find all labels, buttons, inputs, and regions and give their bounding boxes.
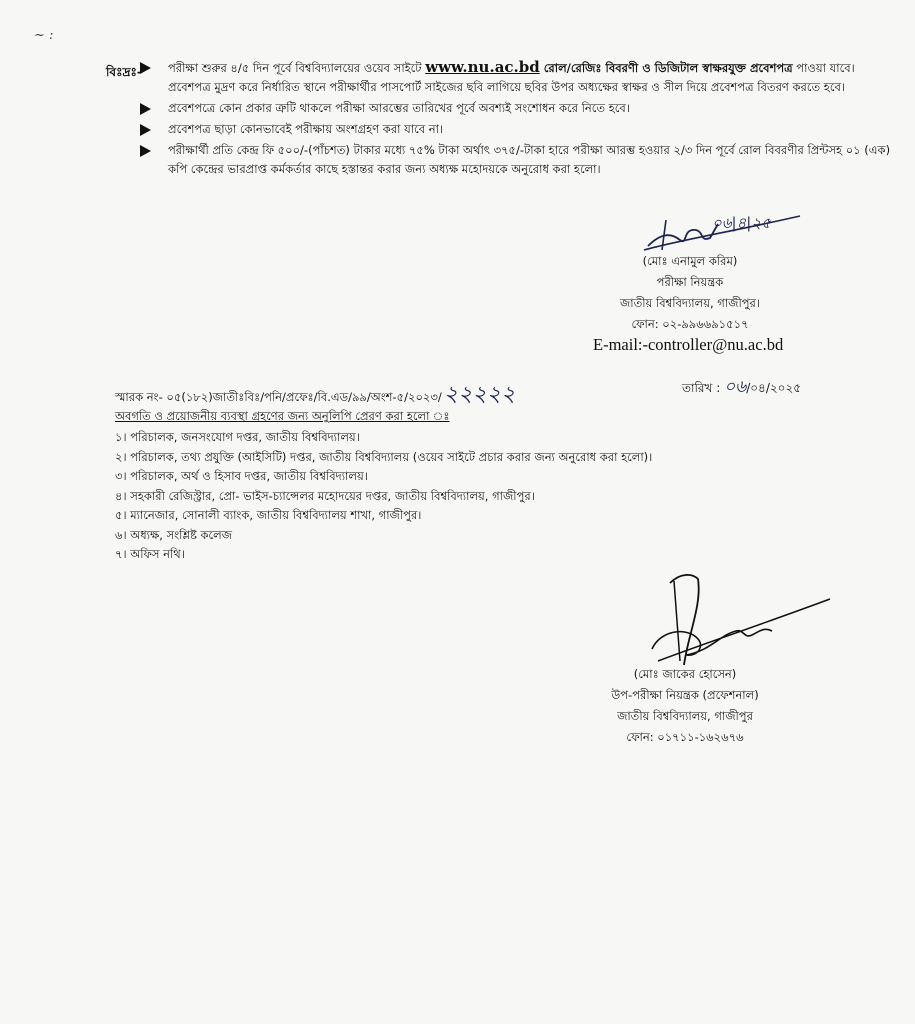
cc-item: ৩। পরিচালক, অর্থ ও হিসাব দপ্তর, জাতীয় বিশ্ববিদ্যালয়। (115, 469, 368, 483)
website-link[interactable]: www.nu.ac.bd (425, 58, 540, 76)
deputy-org: জাতীয় বিশ্ববিদ্যালয়, গাজীপুর (617, 709, 753, 723)
cc-item: ৪। সহকারী রেজিস্ট্রার, প্রো- ভাইস-চ্যান্সেলর মহোদয়ের দপ্তর, জাতীয় বিশ্ববিদ্যালয়, গাজীপুর। (115, 488, 535, 503)
deputy-signature (640, 565, 840, 675)
cc-item: ৬। অধ্যক্ষ, সংশ্লিষ্ট কলেজ (115, 527, 233, 542)
memo-ref-text: স্মারক নং- ০৫(১৮২)জাতীঃবিঃ/পনি/প্রফেঃ/বি.এড/৯৯/অংশ-৫/২০২৩/ (115, 390, 442, 404)
deputy-block (585, 664, 785, 748)
note-item: প্রবেশপত্র ছাড়া কোনভাবেই পরীক্ষায় অংশগ্রহণ করা যাবে না। (140, 120, 900, 139)
note-text: পাওয়া যাবে। প্রবেশপত্র মুদ্রণ করে নির্ধারিত স্থানে পরীক্ষার্থীর পাসপোর্ট সাইজের ছবি লাগিয়ে ছবির উপর অধ্যক্ষের স্বাক্ষর ও সীল দিয়ে প্রবেশপত্র বিতরণ করতে হবে। (168, 61, 855, 94)
controller-name: (মোঃ এনামুল করিম) (642, 254, 738, 268)
cc-intro: অবগতি ও প্রয়োজনীয় ব্যবস্থা গ্রহণের জন্য অনুলিপি প্রেরণ করা হলো ঃ (115, 409, 450, 423)
controller-signature-date: ০৬|৪|২৫ (712, 214, 771, 232)
controller-block (600, 251, 780, 335)
controller-phone: ফোন: ০২-৯৯৬৬৯১৫১৭ (631, 317, 749, 331)
note-label: বিঃদ্রঃ- (106, 65, 142, 79)
cc-list (115, 428, 652, 565)
note-item (140, 58, 900, 97)
deputy-name: (মোঃ জাকের হোসেন) (633, 667, 737, 681)
cc-item: ৫। ম্যানেজার, সোনালী ব্যাংক, জাতীয় বিশ্ববিদ্যালয় শাখা, গাজীপুর। (115, 508, 422, 522)
cc-item: ৭। অফিস নথি। (115, 547, 185, 561)
corner-scribble: ~ : (34, 28, 54, 43)
note-text: পরীক্ষা শুরুর ৪/৫ দিন পূর্বে বিশ্ববিদ্যালয়ের ওয়েব সাইটে (168, 61, 426, 75)
controller-org: জাতীয় বিশ্ববিদ্যালয়, গাজীপুর। (620, 296, 760, 310)
date-rest: /০৪/২০২৫ (746, 381, 802, 395)
memo-date (682, 374, 801, 402)
memo-handwritten-number: ২২২২২ (443, 382, 516, 407)
date-handwritten-day: ০৬ (724, 377, 747, 397)
date-label: তারিখ : (682, 381, 725, 395)
note-list (140, 58, 900, 181)
controller-email: E-mail:-controller@nu.ac.bd (593, 335, 784, 354)
deputy-phone: ফোন: ০১৭১১-১৬২৬৭৬ (626, 730, 744, 744)
note-bold-text: রোল/রেজিঃ বিবরণী ও ডিজিটাল স্বাক্ষরযুক্ত প্রবেশপত্র (539, 61, 793, 75)
controller-title: পরীক্ষা নিয়ন্ত্রক (656, 275, 724, 289)
note-item: পরীক্ষার্থী প্রতি কেন্দ্র ফি ৫০০/-(পাঁচশত) টাকার মধ্যে ৭৫% টাকা অর্থাৎ ৩৭৫/-টাকা হারে পরীক্ষা আরম্ভ হওয়ার ২/৩ দিন পূর্বে রোল বিবরণীর প্রিন্টসহ ০১ (এক) কপি কেন্দ্রের ভারপ্রাপ্ত কর্মকর্তার কাছে হস্তান্তর করার জন্য অধ্যক্ষ মহোদয়কে অনুরোধ করা হলো। (140, 141, 900, 179)
note-item: প্রবেশপত্রে কোন প্রকার ত্রুটি থাকলে পরীক্ষা আরম্ভের তারিখের পূর্বে অবশ্যই সংশোধন করে নিতে হবে। (140, 99, 900, 118)
deputy-title: উপ-পরীক্ষা নিয়ন্ত্রক (প্রফেশনাল) (611, 688, 759, 702)
cc-item: ২। পরিচালক, তথ্য প্রযুক্তি (আইসিটি) দপ্তর, জাতীয় বিশ্ববিদ্যালয় (ওয়েব সাইটে প্রচার করার জন্য অনুরোধ করা হলো)। (115, 449, 653, 464)
cc-item: ১। পরিচালক, জনসংযোগ দপ্তর, জাতীয় বিশ্ববিদ্যালয়। (115, 430, 360, 444)
